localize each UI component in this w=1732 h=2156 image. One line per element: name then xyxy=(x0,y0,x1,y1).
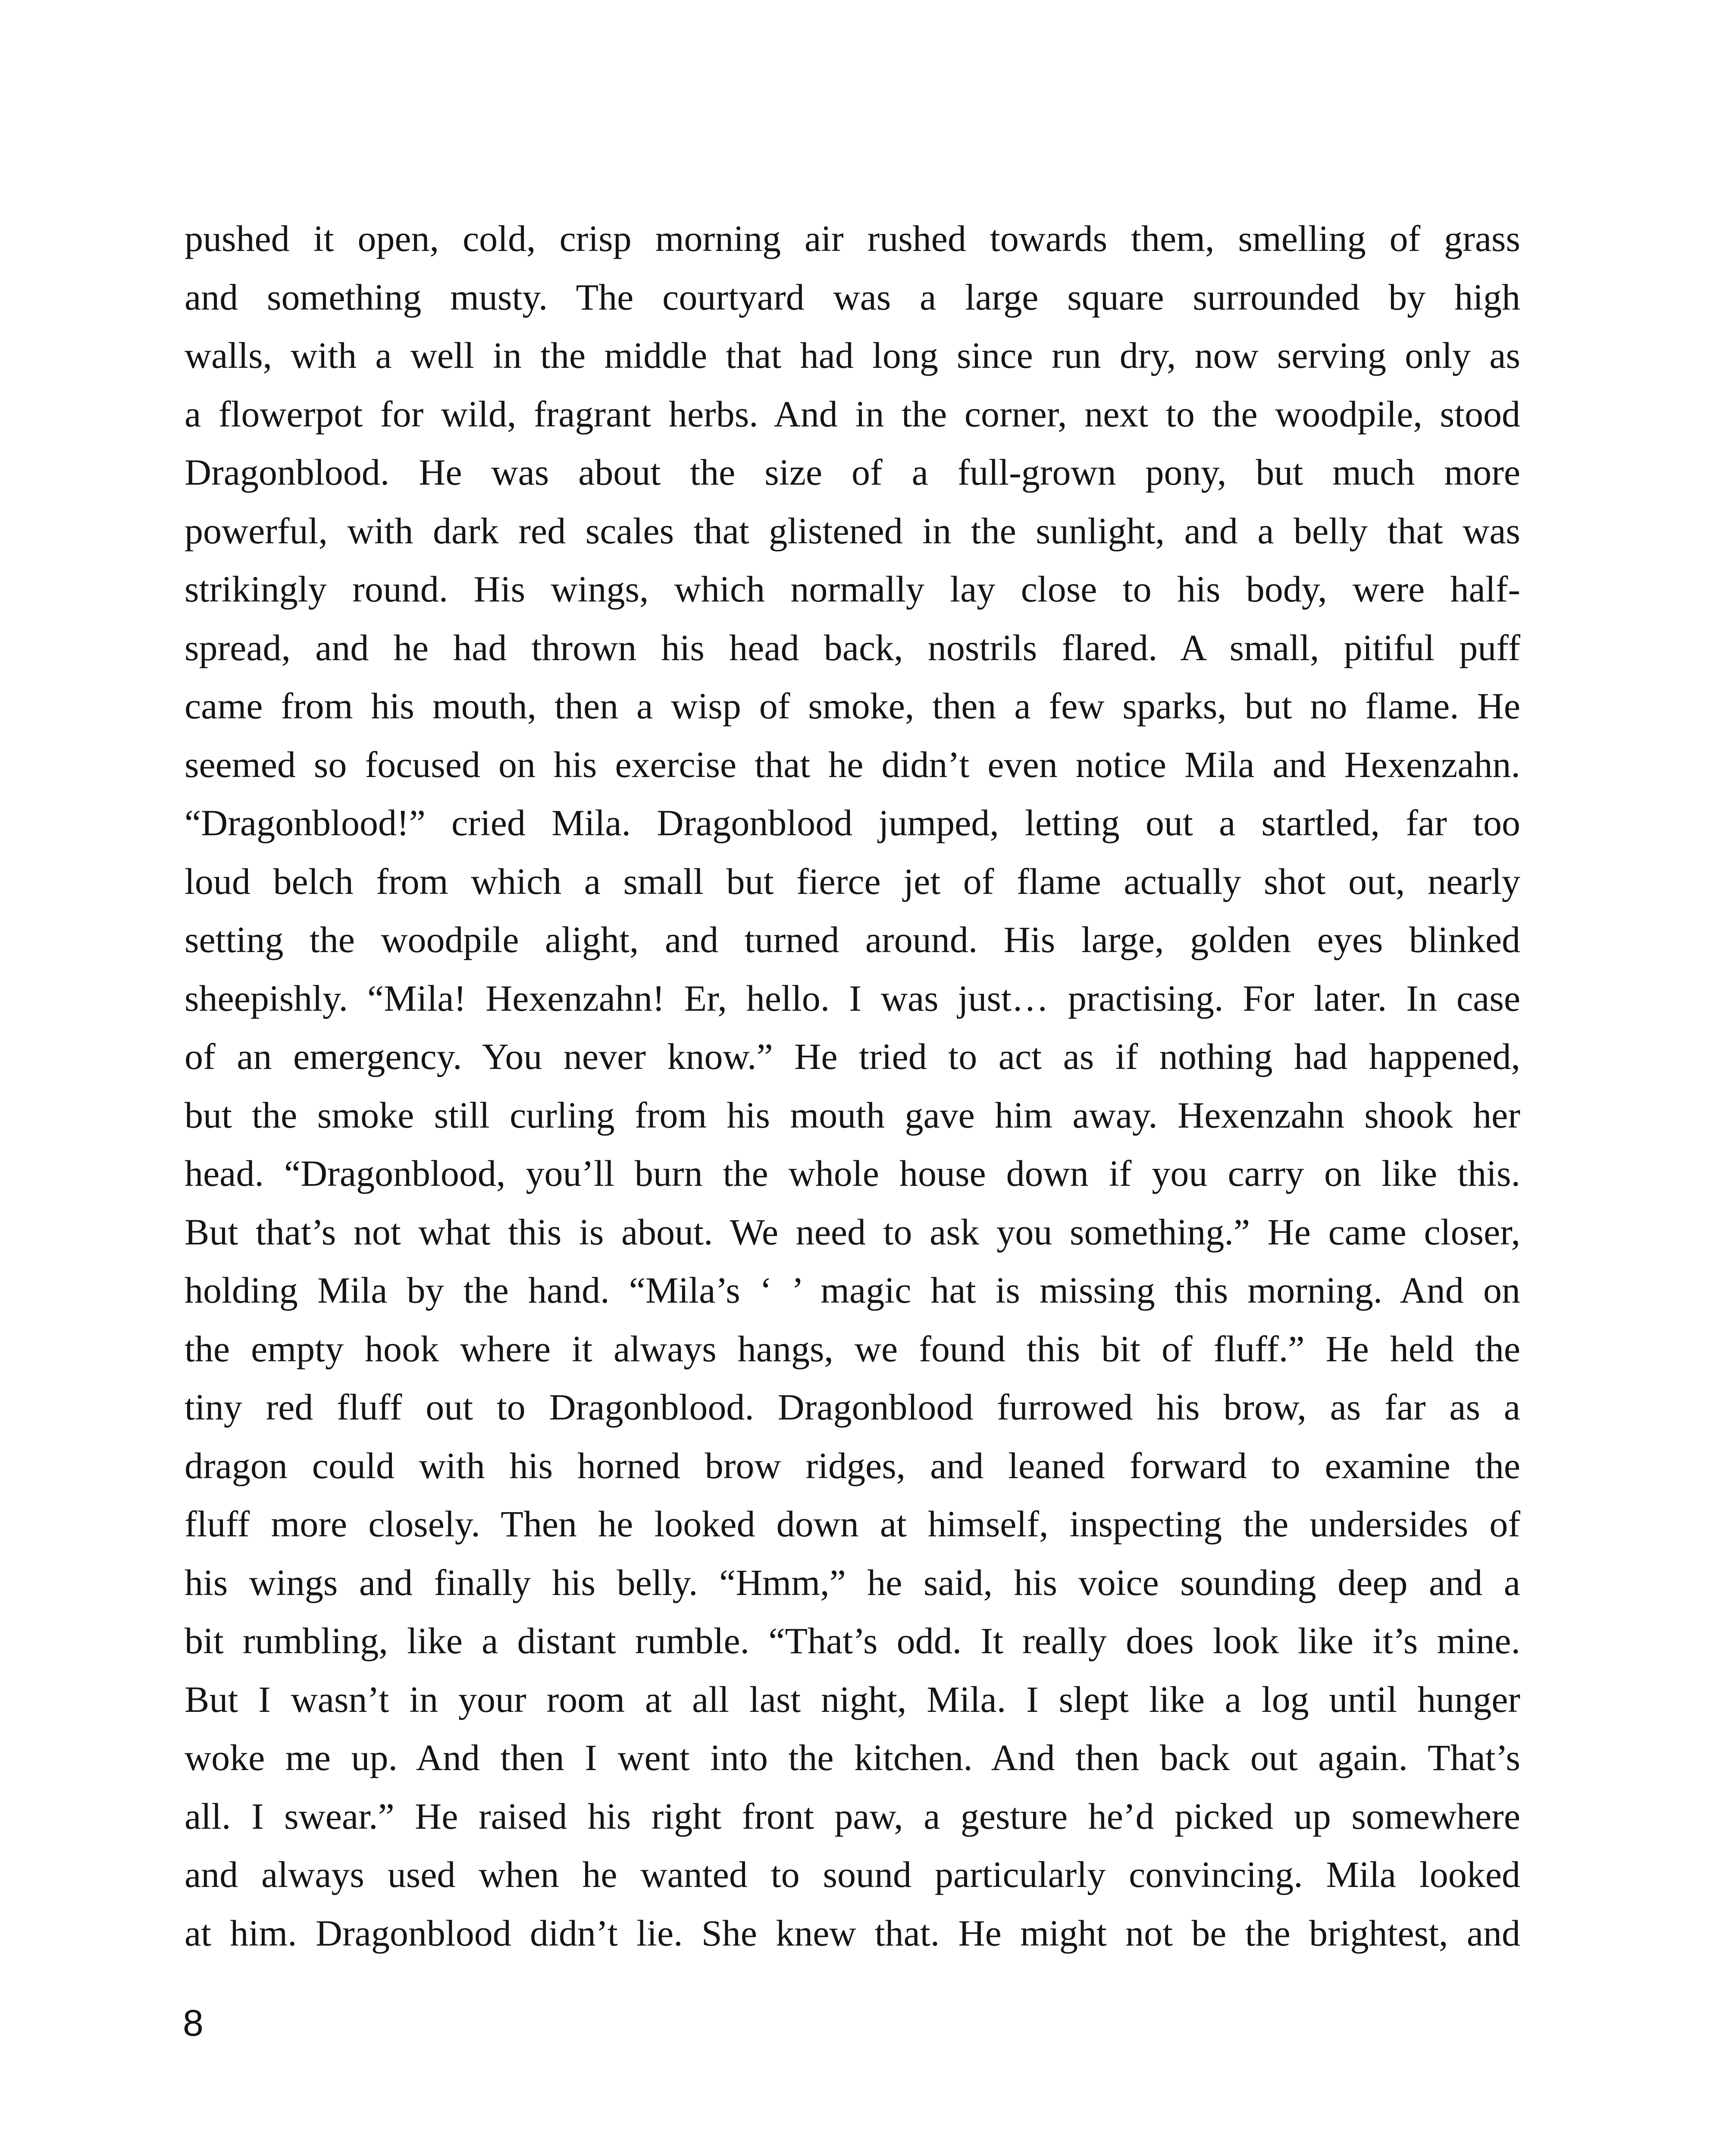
text-line: pushed it open, cold, crisp morning air rushed towards them, smelling of grass xyxy=(185,218,1520,259)
text-line: fluff more closely. Then he looked down at himself, inspecting the undersides of xyxy=(185,1503,1520,1545)
text-line: But that’s not what this is about. We need to ask you something.” He came closer, xyxy=(185,1211,1520,1253)
text-line: and something musty. The courtyard was a large square surrounded by high xyxy=(185,276,1520,318)
text-line: powerful, with dark red scales that glistened in the sunlight, and a belly that was xyxy=(185,510,1520,552)
text-line: woke me up. And then I went into the kitchen. And then back out again. That’s xyxy=(185,1737,1520,1778)
text-line: came from his mouth, then a wisp of smoke, then a few sparks, but no flame. He xyxy=(185,685,1520,727)
text-line: spread, and he had thrown his head back, nostrils flared. A small, pitiful puff xyxy=(185,627,1520,668)
text-line: “Dragonblood!” cried Mila. Dragonblood jumped, letting out a startled, far too xyxy=(185,802,1520,843)
text-line: all. I swear.” He raised his right front paw, a gesture he’d picked up somewhere xyxy=(185,1795,1520,1837)
text-line: the empty hook where it always hangs, we found this bit of fluff.” He held the xyxy=(185,1328,1520,1369)
body-text xyxy=(185,210,1520,1962)
text-line: at him. Dragonblood didn’t lie. She knew that. He might not be the brightest, and xyxy=(185,1912,1520,1954)
text-line: strikingly round. His wings, which normally lay close to his body, were half- xyxy=(185,568,1520,610)
text-line: but the smoke still curling from his mouth gave him away. Hexenzahn shook her xyxy=(185,1094,1520,1136)
page-number: 8 xyxy=(183,2002,204,2044)
text-line: But I wasn’t in your room at all last night, Mila. I slept like a log until hunger xyxy=(185,1678,1520,1720)
text-line: of an emergency. You never know.” He tried to act as if nothing had happened, xyxy=(185,1036,1520,1077)
text-line: walls, with a well in the middle that had long since run dry, now serving only as xyxy=(185,335,1520,376)
text-line: loud belch from which a small but fierce jet of flame actually shot out, nearly xyxy=(185,860,1520,902)
text-line: Dragonblood. He was about the size of a full-grown pony, but much more xyxy=(185,451,1520,493)
text-line: and always used when he wanted to sound particularly convincing. Mila looked xyxy=(185,1854,1520,1895)
text-line: dragon could with his horned brow ridges, and leaned forward to examine the xyxy=(185,1445,1520,1486)
text-line: seemed so focused on his exercise that he didn’t even notice Mila and Hexenzahn. xyxy=(185,743,1520,785)
text-line: sheepishly. “Mila! Hexenzahn! Er, hello. I was just… practising. For later. In case xyxy=(185,977,1520,1019)
text-line: setting the woodpile alight, and turned around. His large, golden eyes blinked xyxy=(185,919,1520,960)
text-line: head. “Dragonblood, you’ll burn the whole house down if you carry on like this. xyxy=(185,1153,1520,1194)
text-line: a flowerpot for wild, fragrant herbs. And in the corner, next to the woodpile, stood xyxy=(185,393,1520,435)
text-line: tiny red fluff out to Dragonblood. Dragonblood furrowed his brow, as far as a xyxy=(185,1386,1520,1428)
text-line: bit rumbling, like a distant rumble. “That’s odd. It really does look like it’s mine. xyxy=(185,1620,1520,1661)
text-line: his wings and finally his belly. “Hmm,” he said, his voice sounding deep and a xyxy=(185,1561,1520,1603)
text-line: holding Mila by the hand. “Mila’s ‘ ’ magic hat is missing this morning. And on xyxy=(185,1269,1520,1311)
